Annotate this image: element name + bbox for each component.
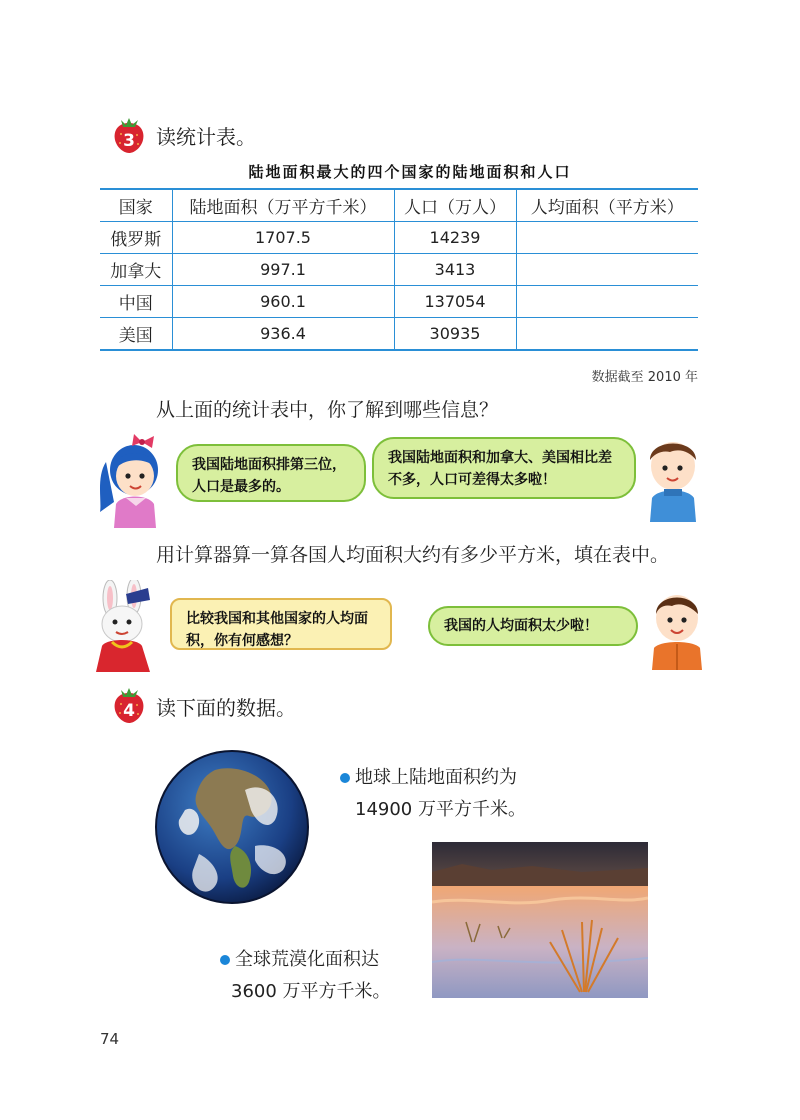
fact-desertification — [231, 944, 391, 1008]
table-row — [100, 222, 698, 254]
column-header: 人均面积（平方米） — [516, 189, 698, 222]
section3-title: 读统计表。 — [156, 125, 256, 149]
speech-bubble-boy — [372, 437, 636, 499]
fact-text: 全球荒漠化面积达 — [235, 949, 379, 970]
table-row — [100, 318, 698, 351]
statistics-table — [100, 188, 698, 351]
population-cell: 14239 — [394, 222, 516, 254]
population-cell: 137054 — [394, 286, 516, 318]
question-text: 从上面的统计表中，你了解到哪些信息？ — [156, 399, 499, 421]
population-cell: 30935 — [394, 318, 516, 351]
speech-bubble-rabbit — [170, 598, 392, 650]
speech-bubble-boy2 — [428, 606, 638, 646]
strawberry-icon — [112, 116, 146, 154]
rabbit-illustration — [88, 580, 162, 672]
per-capita-cell[interactable] — [516, 254, 698, 286]
fact-value: 14900 万平方千米。 — [355, 799, 526, 820]
globe-illustration — [155, 750, 309, 904]
girl-illustration — [96, 432, 168, 528]
per-capita-cell[interactable] — [516, 286, 698, 318]
table-header-row — [100, 189, 698, 222]
area-cell: 960.1 — [172, 286, 394, 318]
country-cell: 美国 — [100, 318, 172, 351]
section4-title: 读下面的数据。 — [156, 696, 296, 720]
per-capita-cell[interactable] — [516, 318, 698, 351]
strawberry-icon — [112, 686, 146, 724]
page-number: 74 — [100, 1030, 120, 1048]
boy-illustration-2 — [644, 586, 710, 670]
fact-land-area — [355, 762, 526, 826]
strawberry-badge-3 — [112, 116, 146, 154]
area-cell: 1707.5 — [172, 222, 394, 254]
boy-illustration — [640, 428, 706, 522]
column-header: 陆地面积（万平方千米） — [172, 189, 394, 222]
desert-photo — [432, 842, 648, 998]
country-cell: 加拿大 — [100, 254, 172, 286]
column-header: 人口（万人） — [394, 189, 516, 222]
population-cell: 3413 — [394, 254, 516, 286]
girl-character — [96, 432, 168, 528]
speech-bubble-text: 我国陆地面积和加拿大、美国相比差不多，人口可差得太多啦！ — [388, 450, 612, 488]
fact-value: 3600 万平方千米。 — [231, 981, 391, 1002]
column-header: 国家 — [100, 189, 172, 222]
rabbit-character — [88, 580, 162, 672]
speech-bubble-text: 我国的人均面积太少啦！ — [444, 618, 598, 634]
speech-bubble-text: 我国陆地面积排第三位，人口是最多的。 — [192, 457, 346, 495]
area-cell: 936.4 — [172, 318, 394, 351]
country-cell: 俄罗斯 — [100, 222, 172, 254]
country-cell: 中国 — [100, 286, 172, 318]
instruction-text: 用计算器算一算各国人均面积大约有多少平方米，填在表中。 — [156, 544, 670, 566]
boy-character — [640, 428, 706, 522]
area-cell: 997.1 — [172, 254, 394, 286]
boy-character-2 — [644, 586, 710, 670]
table-caption: 陆地面积最大的四个国家的陆地面积和人口 — [248, 163, 572, 181]
svg-text:3: 3 — [123, 131, 135, 151]
strawberry-badge-4 — [112, 686, 146, 724]
desert-illustration — [432, 842, 648, 998]
per-capita-cell[interactable] — [516, 222, 698, 254]
table-row — [100, 254, 698, 286]
fact-text: 地球上陆地面积约为 — [355, 767, 517, 788]
earth-globe-image — [155, 750, 309, 904]
svg-text:4: 4 — [123, 701, 135, 721]
bullet-point — [220, 955, 230, 965]
source-note: 数据截至 2010 年 — [591, 370, 698, 385]
speech-bubble-text: 比较我国和其他国家的人均面积，你有何感想？ — [186, 611, 368, 649]
table-row — [100, 286, 698, 318]
speech-bubble-girl — [176, 444, 366, 502]
bullet-point — [340, 773, 350, 783]
